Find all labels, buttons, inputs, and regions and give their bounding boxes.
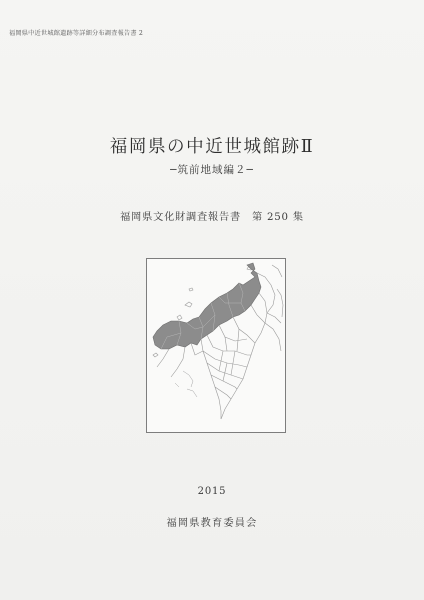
page-title: 福岡県の中近世城館跡Ⅱ <box>109 137 315 157</box>
map-frame <box>146 258 286 433</box>
subtitle: ─筑前地域編２─ <box>170 164 254 176</box>
prefecture-map-icon <box>147 259 285 432</box>
series-header: 福岡県中近世城館遺跡等詳細分布調査報告書 2 <box>9 30 144 37</box>
southern-coast <box>175 371 197 397</box>
publisher: 福岡県教育委員会 <box>166 518 258 529</box>
publication-year: 2015 <box>197 486 227 497</box>
highlighted-region <box>153 263 261 349</box>
report-series-number: 福岡県文化財調査報告書 第 250 集 <box>120 212 304 223</box>
